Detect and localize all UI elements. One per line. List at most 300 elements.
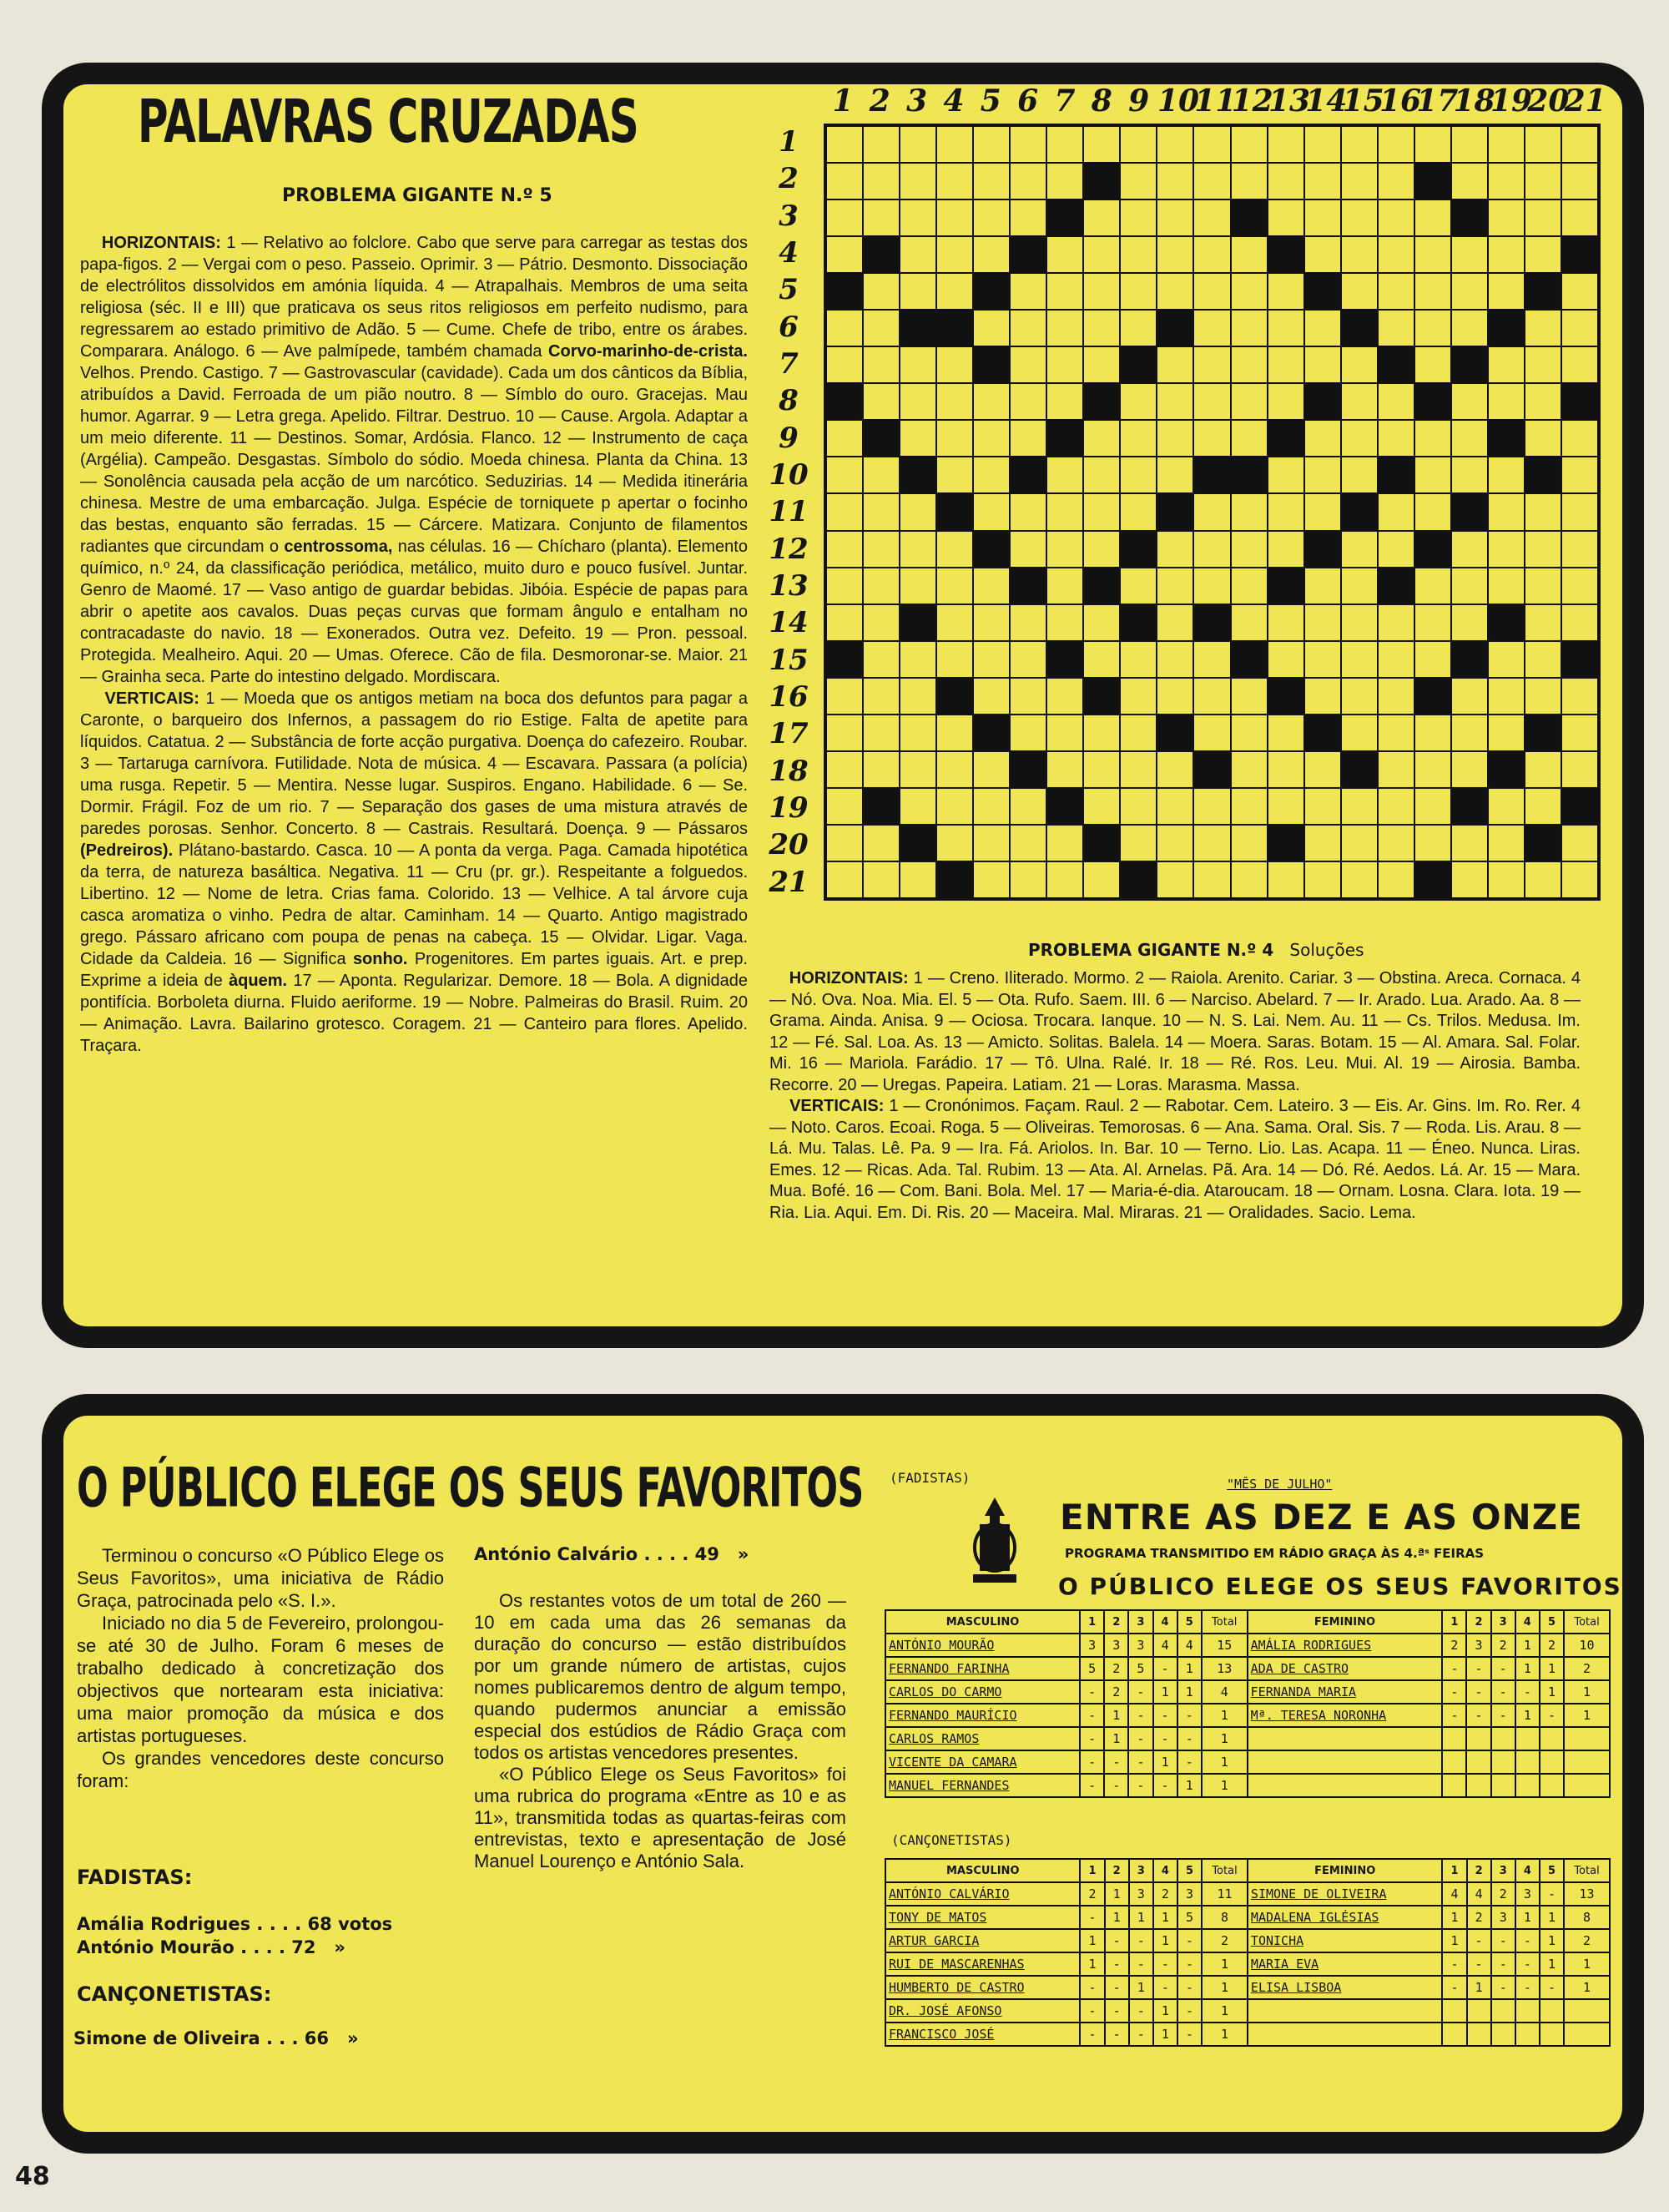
grid-cell[interactable] (1268, 493, 1304, 530)
grid-cell[interactable] (1304, 163, 1341, 199)
grid-cell[interactable] (863, 126, 900, 163)
grid-cell[interactable] (1304, 199, 1341, 236)
grid-cell[interactable] (936, 788, 973, 825)
grid-cell[interactable] (936, 163, 973, 199)
grid-cell[interactable] (1083, 310, 1120, 346)
grid-cell[interactable] (1488, 715, 1525, 751)
grid-cell[interactable] (1157, 126, 1193, 163)
grid-cell[interactable] (1083, 346, 1120, 383)
grid-cell[interactable] (1120, 493, 1157, 530)
grid-cell[interactable] (826, 310, 863, 346)
grid-cell[interactable] (1414, 310, 1451, 346)
grid-cell[interactable] (863, 531, 900, 568)
grid-cell[interactable] (1414, 457, 1451, 493)
grid-cell[interactable] (1488, 383, 1525, 420)
grid-cell[interactable] (1378, 273, 1414, 310)
grid-cell[interactable] (1157, 346, 1193, 383)
grid-cell[interactable] (1378, 126, 1414, 163)
grid-cell[interactable] (900, 420, 936, 457)
grid-cell[interactable] (1304, 310, 1341, 346)
grid-cell[interactable] (1268, 861, 1304, 898)
grid-cell[interactable] (1010, 273, 1046, 310)
grid-cell[interactable] (1414, 420, 1451, 457)
grid-cell[interactable] (1083, 715, 1120, 751)
grid-cell[interactable] (973, 604, 1010, 641)
grid-cell[interactable] (1193, 678, 1230, 715)
grid-cell[interactable] (1451, 568, 1488, 604)
grid-cell[interactable] (1561, 678, 1598, 715)
grid-cell[interactable] (1525, 568, 1561, 604)
grid-cell[interactable] (1341, 420, 1378, 457)
grid-cell[interactable] (1120, 199, 1157, 236)
grid-cell[interactable] (1451, 163, 1488, 199)
grid-cell[interactable] (1561, 273, 1598, 310)
grid-cell[interactable] (1378, 715, 1414, 751)
grid-cell[interactable] (1120, 751, 1157, 788)
grid-cell[interactable] (1193, 531, 1230, 568)
grid-cell[interactable] (1268, 346, 1304, 383)
grid-cell[interactable] (1304, 678, 1341, 715)
grid-cell[interactable] (826, 604, 863, 641)
grid-cell[interactable] (1525, 383, 1561, 420)
grid-cell[interactable] (1378, 531, 1414, 568)
grid-cell[interactable] (1046, 273, 1083, 310)
grid-cell[interactable] (1157, 825, 1193, 861)
grid-cell[interactable] (1414, 641, 1451, 678)
grid-cell[interactable] (973, 236, 1010, 273)
grid-cell[interactable] (826, 861, 863, 898)
grid-cell[interactable] (863, 163, 900, 199)
grid-cell[interactable] (973, 163, 1010, 199)
grid-cell[interactable] (863, 604, 900, 641)
grid-cell[interactable] (1120, 715, 1157, 751)
grid-cell[interactable] (1488, 126, 1525, 163)
grid-cell[interactable] (1157, 861, 1193, 898)
grid-cell[interactable] (973, 641, 1010, 678)
grid-cell[interactable] (863, 825, 900, 861)
grid-cell[interactable] (973, 493, 1010, 530)
grid-cell[interactable] (1378, 420, 1414, 457)
grid-cell[interactable] (1046, 383, 1083, 420)
grid-cell[interactable] (1561, 568, 1598, 604)
grid-cell[interactable] (1414, 346, 1451, 383)
grid-cell[interactable] (1120, 788, 1157, 825)
grid-cell[interactable] (1268, 604, 1304, 641)
grid-cell[interactable] (1010, 346, 1046, 383)
grid-cell[interactable] (1341, 457, 1378, 493)
grid-cell[interactable] (1378, 788, 1414, 825)
grid-cell[interactable] (1488, 641, 1525, 678)
grid-cell[interactable] (1488, 236, 1525, 273)
grid-cell[interactable] (973, 383, 1010, 420)
grid-cell[interactable] (973, 861, 1010, 898)
grid-cell[interactable] (1157, 751, 1193, 788)
grid-cell[interactable] (826, 236, 863, 273)
grid-cell[interactable] (1561, 604, 1598, 641)
grid-cell[interactable] (1525, 126, 1561, 163)
grid-cell[interactable] (1083, 641, 1120, 678)
grid-cell[interactable] (1341, 163, 1378, 199)
grid-cell[interactable] (1341, 788, 1378, 825)
grid-cell[interactable] (1525, 493, 1561, 530)
grid-cell[interactable] (1157, 678, 1193, 715)
grid-cell[interactable] (1120, 641, 1157, 678)
grid-cell[interactable] (973, 457, 1010, 493)
grid-cell[interactable] (1451, 531, 1488, 568)
grid-cell[interactable] (1451, 126, 1488, 163)
grid-cell[interactable] (900, 163, 936, 199)
grid-cell[interactable] (863, 641, 900, 678)
grid-cell[interactable] (1120, 273, 1157, 310)
grid-cell[interactable] (1046, 163, 1083, 199)
grid-cell[interactable] (1304, 126, 1341, 163)
grid-cell[interactable] (973, 310, 1010, 346)
grid-cell[interactable] (1120, 678, 1157, 715)
grid-cell[interactable] (1046, 861, 1083, 898)
grid-cell[interactable] (1525, 604, 1561, 641)
grid-cell[interactable] (1451, 420, 1488, 457)
grid-cell[interactable] (1046, 457, 1083, 493)
grid-cell[interactable] (1525, 751, 1561, 788)
grid-cell[interactable] (900, 493, 936, 530)
grid-cell[interactable] (1451, 273, 1488, 310)
grid-cell[interactable] (1157, 383, 1193, 420)
grid-cell[interactable] (1341, 383, 1378, 420)
grid-cell[interactable] (936, 383, 973, 420)
grid-cell[interactable] (1561, 457, 1598, 493)
grid-cell[interactable] (1231, 568, 1268, 604)
grid-cell[interactable] (1231, 163, 1268, 199)
grid-cell[interactable] (1010, 788, 1046, 825)
grid-cell[interactable] (863, 310, 900, 346)
grid-cell[interactable] (863, 199, 900, 236)
grid-cell[interactable] (863, 751, 900, 788)
grid-cell[interactable] (826, 457, 863, 493)
grid-cell[interactable] (936, 236, 973, 273)
grid-cell[interactable] (1193, 126, 1230, 163)
grid-cell[interactable] (1561, 531, 1598, 568)
grid-cell[interactable] (1561, 199, 1598, 236)
grid-cell[interactable] (1231, 531, 1268, 568)
grid-cell[interactable] (973, 678, 1010, 715)
grid-cell[interactable] (1268, 383, 1304, 420)
grid-cell[interactable] (1046, 604, 1083, 641)
grid-cell[interactable] (1378, 861, 1414, 898)
grid-cell[interactable] (1231, 604, 1268, 641)
grid-cell[interactable] (900, 678, 936, 715)
grid-cell[interactable] (936, 751, 973, 788)
grid-cell[interactable] (900, 126, 936, 163)
grid-cell[interactable] (863, 493, 900, 530)
grid-cell[interactable] (863, 861, 900, 898)
grid-cell[interactable] (1451, 457, 1488, 493)
grid-cell[interactable] (1414, 825, 1451, 861)
grid-cell[interactable] (1083, 273, 1120, 310)
grid-cell[interactable] (1231, 788, 1268, 825)
grid-cell[interactable] (1378, 678, 1414, 715)
grid-cell[interactable] (1193, 861, 1230, 898)
grid-cell[interactable] (900, 641, 936, 678)
grid-cell[interactable] (1157, 273, 1193, 310)
grid-cell[interactable] (973, 126, 1010, 163)
grid-cell[interactable] (1304, 493, 1341, 530)
grid-cell[interactable] (1231, 861, 1268, 898)
grid-cell[interactable] (1341, 126, 1378, 163)
grid-cell[interactable] (1341, 346, 1378, 383)
grid-cell[interactable] (1157, 236, 1193, 273)
grid-cell[interactable] (1525, 531, 1561, 568)
grid-cell[interactable] (1414, 788, 1451, 825)
grid-cell[interactable] (1268, 751, 1304, 788)
grid-cell[interactable] (1304, 568, 1341, 604)
grid-cell[interactable] (1268, 641, 1304, 678)
grid-cell[interactable] (936, 604, 973, 641)
grid-cell[interactable] (1157, 457, 1193, 493)
grid-cell[interactable] (1488, 493, 1525, 530)
grid-cell[interactable] (1561, 751, 1598, 788)
grid-cell[interactable] (936, 715, 973, 751)
grid-cell[interactable] (1193, 641, 1230, 678)
grid-cell[interactable] (936, 346, 973, 383)
grid-cell[interactable] (1120, 420, 1157, 457)
grid-cell[interactable] (1120, 383, 1157, 420)
grid-cell[interactable] (1231, 273, 1268, 310)
grid-cell[interactable] (1046, 751, 1083, 788)
grid-cell[interactable] (1231, 126, 1268, 163)
grid-cell[interactable] (1193, 383, 1230, 420)
grid-cell[interactable] (1341, 199, 1378, 236)
grid-cell[interactable] (826, 825, 863, 861)
grid-cell[interactable] (1046, 568, 1083, 604)
grid-cell[interactable] (1451, 751, 1488, 788)
grid-cell[interactable] (1010, 715, 1046, 751)
grid-cell[interactable] (1488, 788, 1525, 825)
grid-cell[interactable] (826, 126, 863, 163)
grid-cell[interactable] (1341, 531, 1378, 568)
grid-cell[interactable] (1010, 126, 1046, 163)
grid-cell[interactable] (863, 457, 900, 493)
grid-cell[interactable] (1193, 493, 1230, 530)
grid-cell[interactable] (1231, 236, 1268, 273)
grid-cell[interactable] (1120, 457, 1157, 493)
grid-cell[interactable] (936, 531, 973, 568)
grid-cell[interactable] (1488, 163, 1525, 199)
grid-cell[interactable] (1378, 641, 1414, 678)
grid-cell[interactable] (1304, 346, 1341, 383)
grid-cell[interactable] (1046, 346, 1083, 383)
grid-cell[interactable] (1378, 163, 1414, 199)
grid-cell[interactable] (1157, 641, 1193, 678)
grid-cell[interactable] (1488, 457, 1525, 493)
grid-cell[interactable] (1046, 531, 1083, 568)
grid-cell[interactable] (1120, 568, 1157, 604)
grid-cell[interactable] (1414, 715, 1451, 751)
grid-cell[interactable] (1561, 493, 1598, 530)
grid-cell[interactable] (863, 346, 900, 383)
grid-cell[interactable] (1341, 273, 1378, 310)
grid-cell[interactable] (1304, 236, 1341, 273)
grid-cell[interactable] (1561, 715, 1598, 751)
grid-cell[interactable] (1414, 199, 1451, 236)
grid-cell[interactable] (1268, 199, 1304, 236)
grid-cell[interactable] (826, 346, 863, 383)
grid-cell[interactable] (1451, 236, 1488, 273)
grid-cell[interactable] (1304, 788, 1341, 825)
grid-cell[interactable] (1010, 861, 1046, 898)
grid-cell[interactable] (863, 678, 900, 715)
grid-cell[interactable] (1046, 715, 1083, 751)
grid-cell[interactable] (826, 678, 863, 715)
grid-cell[interactable] (1561, 825, 1598, 861)
grid-cell[interactable] (1341, 861, 1378, 898)
crossword-grid[interactable] (824, 124, 1601, 901)
grid-cell[interactable] (1414, 604, 1451, 641)
grid-cell[interactable] (1561, 861, 1598, 898)
grid-cell[interactable] (1488, 346, 1525, 383)
grid-cell[interactable] (1010, 383, 1046, 420)
grid-cell[interactable] (1157, 788, 1193, 825)
grid-cell[interactable] (1525, 236, 1561, 273)
grid-cell[interactable] (1231, 715, 1268, 751)
grid-cell[interactable] (1304, 825, 1341, 861)
grid-cell[interactable] (1193, 236, 1230, 273)
grid-cell[interactable] (1231, 383, 1268, 420)
grid-cell[interactable] (1341, 604, 1378, 641)
grid-cell[interactable] (1414, 236, 1451, 273)
grid-cell[interactable] (1451, 678, 1488, 715)
grid-cell[interactable] (1268, 273, 1304, 310)
grid-cell[interactable] (1268, 126, 1304, 163)
grid-cell[interactable] (973, 199, 1010, 236)
grid-cell[interactable] (900, 236, 936, 273)
grid-cell[interactable] (1268, 163, 1304, 199)
grid-cell[interactable] (1268, 788, 1304, 825)
grid-cell[interactable] (1488, 273, 1525, 310)
grid-cell[interactable] (936, 641, 973, 678)
grid-cell[interactable] (1120, 825, 1157, 861)
grid-cell[interactable] (1120, 126, 1157, 163)
grid-cell[interactable] (1525, 678, 1561, 715)
grid-cell[interactable] (1157, 568, 1193, 604)
grid-cell[interactable] (1378, 236, 1414, 273)
grid-cell[interactable] (1561, 126, 1598, 163)
grid-cell[interactable] (1120, 310, 1157, 346)
grid-cell[interactable] (1010, 678, 1046, 715)
grid-cell[interactable] (1083, 531, 1120, 568)
grid-cell[interactable] (900, 273, 936, 310)
grid-cell[interactable] (1304, 420, 1341, 457)
grid-cell[interactable] (1525, 199, 1561, 236)
grid-cell[interactable] (826, 163, 863, 199)
grid-cell[interactable] (973, 788, 1010, 825)
grid-cell[interactable] (1378, 310, 1414, 346)
grid-cell[interactable] (1193, 310, 1230, 346)
grid-cell[interactable] (1157, 163, 1193, 199)
grid-cell[interactable] (900, 861, 936, 898)
grid-cell[interactable] (1010, 604, 1046, 641)
grid-cell[interactable] (1046, 825, 1083, 861)
grid-cell[interactable] (1525, 788, 1561, 825)
grid-cell[interactable] (1083, 457, 1120, 493)
grid-cell[interactable] (1046, 126, 1083, 163)
grid-cell[interactable] (936, 457, 973, 493)
grid-cell[interactable] (1268, 531, 1304, 568)
grid-cell[interactable] (1231, 310, 1268, 346)
grid-cell[interactable] (900, 715, 936, 751)
grid-cell[interactable] (900, 531, 936, 568)
grid-cell[interactable] (1488, 199, 1525, 236)
grid-cell[interactable] (936, 568, 973, 604)
grid-cell[interactable] (1010, 825, 1046, 861)
grid-cell[interactable] (1525, 163, 1561, 199)
grid-cell[interactable] (1010, 493, 1046, 530)
grid-cell[interactable] (1304, 861, 1341, 898)
grid-cell[interactable] (1304, 751, 1341, 788)
grid-cell[interactable] (1231, 346, 1268, 383)
grid-cell[interactable] (1120, 236, 1157, 273)
grid-cell[interactable] (1451, 383, 1488, 420)
grid-cell[interactable] (1525, 420, 1561, 457)
grid-cell[interactable] (1341, 236, 1378, 273)
grid-cell[interactable] (900, 199, 936, 236)
grid-cell[interactable] (900, 346, 936, 383)
grid-cell[interactable] (1304, 641, 1341, 678)
grid-cell[interactable] (1268, 310, 1304, 346)
grid-cell[interactable] (900, 751, 936, 788)
grid-cell[interactable] (1157, 604, 1193, 641)
grid-cell[interactable] (1193, 163, 1230, 199)
grid-cell[interactable] (1083, 493, 1120, 530)
grid-cell[interactable] (1488, 825, 1525, 861)
grid-cell[interactable] (1378, 493, 1414, 530)
grid-cell[interactable] (1268, 457, 1304, 493)
grid-cell[interactable] (1083, 126, 1120, 163)
grid-cell[interactable] (1010, 310, 1046, 346)
grid-cell[interactable] (1525, 310, 1561, 346)
grid-cell[interactable] (1341, 678, 1378, 715)
grid-cell[interactable] (1193, 199, 1230, 236)
grid-cell[interactable] (826, 493, 863, 530)
grid-cell[interactable] (1488, 861, 1525, 898)
grid-cell[interactable] (1414, 568, 1451, 604)
grid-cell[interactable] (1046, 678, 1083, 715)
grid-cell[interactable] (1231, 420, 1268, 457)
grid-cell[interactable] (900, 788, 936, 825)
grid-cell[interactable] (1010, 641, 1046, 678)
grid-cell[interactable] (826, 751, 863, 788)
grid-cell[interactable] (1010, 199, 1046, 236)
grid-cell[interactable] (1451, 310, 1488, 346)
grid-cell[interactable] (973, 568, 1010, 604)
grid-cell[interactable] (1341, 825, 1378, 861)
grid-cell[interactable] (1341, 641, 1378, 678)
grid-cell[interactable] (973, 751, 1010, 788)
grid-cell[interactable] (973, 420, 1010, 457)
grid-cell[interactable] (1046, 493, 1083, 530)
grid-cell[interactable] (1193, 568, 1230, 604)
grid-cell[interactable] (1193, 715, 1230, 751)
grid-cell[interactable] (936, 420, 973, 457)
grid-cell[interactable] (1341, 715, 1378, 751)
grid-cell[interactable] (1193, 346, 1230, 383)
grid-cell[interactable] (1157, 420, 1193, 457)
grid-cell[interactable] (1304, 457, 1341, 493)
grid-cell[interactable] (1378, 383, 1414, 420)
grid-cell[interactable] (1193, 420, 1230, 457)
grid-cell[interactable] (1414, 751, 1451, 788)
grid-cell[interactable] (1451, 715, 1488, 751)
grid-cell[interactable] (1561, 420, 1598, 457)
